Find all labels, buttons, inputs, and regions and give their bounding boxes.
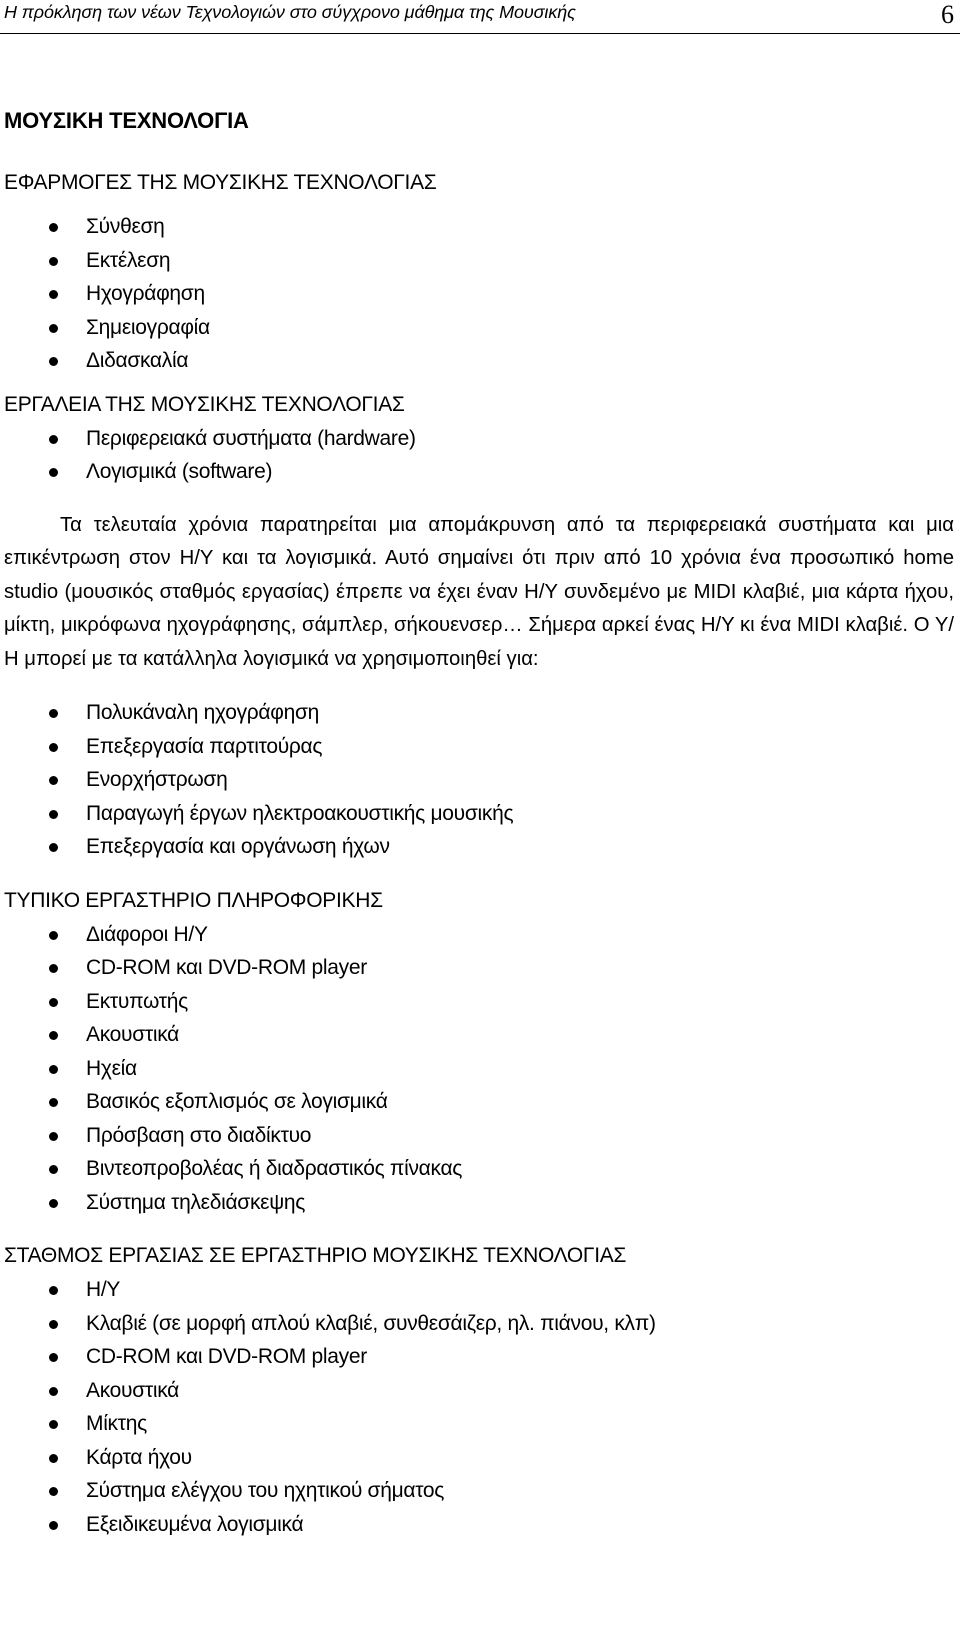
body-paragraph: Τα τελευταία χρόνια παρατηρείται μια απομάκρυνση από τα περιφερειακά συστήματα και μια επικέντρωση στον Η/Υ και τα λογισμικά. Αυτό σημαίνει ότι πριν από 10 χρόνια ένα προσωπικό home studio (μουσικός σταθμός εργασίας) έπρεπε να έχει έναν Η/Υ συνδεμένο με MIDI κλαβιέ, μια κάρτα ήχου, μίκτη, μικρόφωνα ηχογράφησης, σάμπλερ, σήκουενσερ… Σήμερα αρκεί ένας Η/Υ κι ένα MIDI κλαβιέ. Ο Υ/Η μπορεί με τα κατάλληλα λογισμικά να χρησιμοποιηθεί για: xyxy=(4,513,954,670)
list-item: Διδασκαλία xyxy=(4,344,954,378)
list-item: Σύστημα τηλεδιάσκεψης xyxy=(4,1186,954,1220)
list-item: Περιφερειακά συστήματα (hardware) xyxy=(4,422,954,456)
list-item: Η/Υ xyxy=(4,1273,954,1307)
section-heading-applications: ΕΦΑΡΜΟΓΕΣ ΤΗΣ ΜΟΥΣΙΚΗΣ ΤΕΧΝΟΛΟΓΙΑΣ xyxy=(4,171,437,194)
page-number: 6 xyxy=(941,0,954,29)
list-item: Βασικός εξοπλισμός σε λογισμικά xyxy=(4,1085,954,1119)
list-item: Κλαβιέ (σε μορφή απλού κλαβιέ, συνθεσάιζερ, ηλ. πιάνου, κλπ) xyxy=(4,1307,954,1341)
list-item: Πρόσβαση στο διαδίκτυο xyxy=(4,1119,954,1153)
workstation-list xyxy=(4,1273,954,1541)
list-item: Παραγωγή έργων ηλεκτροακουστικής μουσικής xyxy=(4,797,954,831)
tools-list xyxy=(4,422,954,489)
list-item: CD-ROM και DVD-ROM player xyxy=(4,1340,954,1374)
list-item: Σημειογραφία xyxy=(4,311,954,345)
page-header xyxy=(0,0,960,34)
section-heading-workstation: ΣΤΑΘΜΟΣ ΕΡΓΑΣΙΑΣ ΣΕ ΕΡΓΑΣΤΗΡΙΟ ΜΟΥΣΙΚΗΣ ΤΕΧΝΟΛΟΓΙΑΣ xyxy=(4,1244,627,1267)
document-title: ΜΟΥΣΙΚΗ ΤΕΧΝΟΛΟΓΙΑ xyxy=(4,108,249,133)
list-item: Ακουστικά xyxy=(4,1018,954,1052)
list-item: Λογισμικά (software) xyxy=(4,455,954,489)
applications-list xyxy=(4,210,954,378)
list-item: Ενορχήστρωση xyxy=(4,763,954,797)
lab-list xyxy=(4,918,954,1220)
list-item: Διάφοροι Η/Υ xyxy=(4,918,954,952)
list-item: Πολυκάναλη ηχογράφηση xyxy=(4,696,954,730)
list-item: CD-ROM και DVD-ROM player xyxy=(4,951,954,985)
list-item: Εξειδικευμένα λογισμικά xyxy=(4,1508,954,1542)
list-item: Κάρτα ήχου xyxy=(4,1441,954,1475)
list-item: Σύνθεση xyxy=(4,210,954,244)
list-item: Εκτέλεση xyxy=(4,244,954,278)
list-item: Επεξεργασία παρτιτούρας xyxy=(4,730,954,764)
list-item: Εκτυπωτής xyxy=(4,985,954,1019)
list-item: Ακουστικά xyxy=(4,1374,954,1408)
document-body xyxy=(4,108,954,1541)
list-item: Βιντεοπροβολέας ή διαδραστικός πίνακας xyxy=(4,1152,954,1186)
uses-list xyxy=(4,696,954,864)
section-heading-tools: ΕΡΓΑΛΕΙΑ ΤΗΣ ΜΟΥΣΙΚΗΣ ΤΕΧΝΟΛΟΓΙΑΣ xyxy=(4,392,405,416)
list-item: Μίκτης xyxy=(4,1407,954,1441)
list-item: Σύστημα ελέγχου του ηχητικού σήματος xyxy=(4,1474,954,1508)
list-item: Επεξεργασία και οργάνωση ήχων xyxy=(4,830,954,864)
list-item: Ηχογράφηση xyxy=(4,277,954,311)
running-title: Η πρόκληση των νέων Τεχνολογιών στο σύγχρονο μάθημα της Μουσικής xyxy=(4,2,576,22)
list-item: Ηχεία xyxy=(4,1052,954,1086)
section-heading-lab: ΤΥΠΙΚΟ ΕΡΓΑΣΤΗΡΙΟ ΠΛΗΡΟΦΟΡΙΚΗΣ xyxy=(4,888,383,912)
